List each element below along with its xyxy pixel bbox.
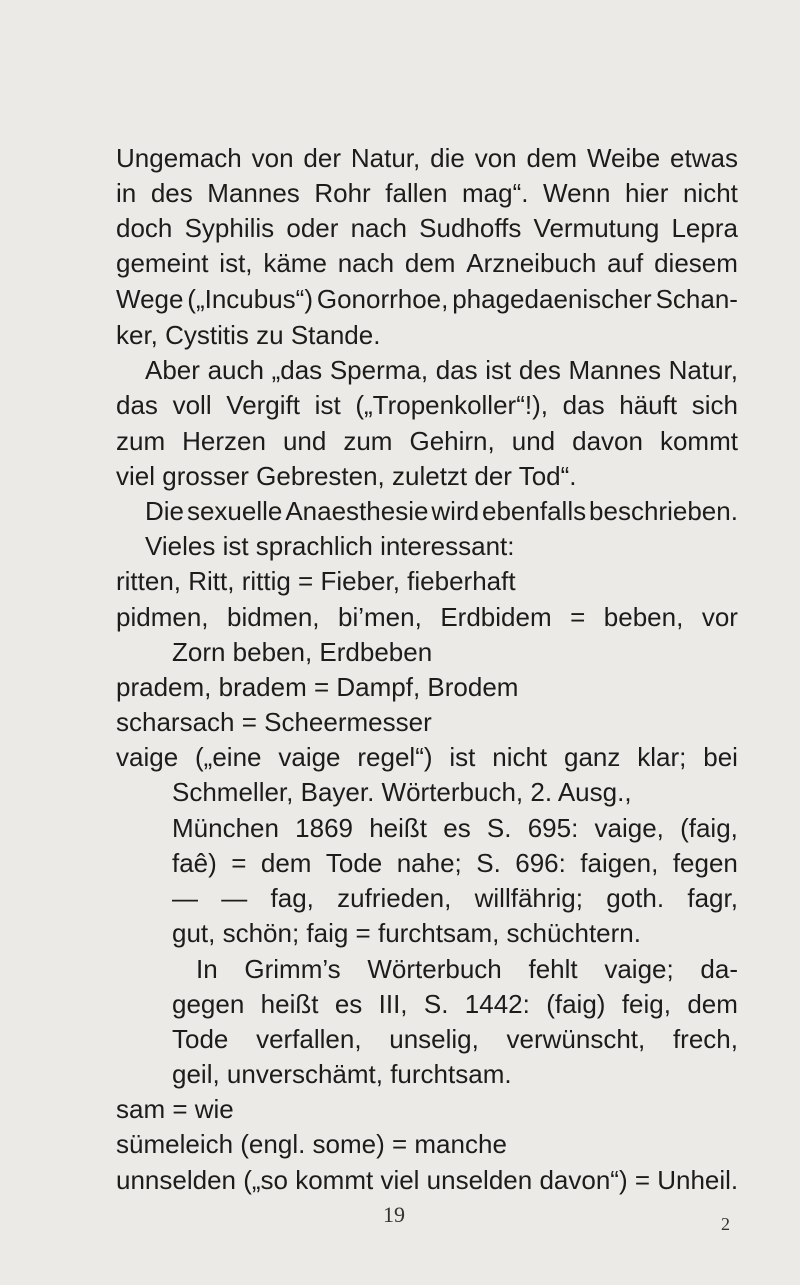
glossary-entry-continuation: In Grimm’s Wörterbuch fehlt vaige; da-	[196, 954, 738, 984]
glossary-entry-continuation: — — fag, zufrieden, willfährig; goth. fagr,	[172, 883, 738, 913]
glossary-entry: pradem, bradem = Dampf, Brodem	[116, 672, 519, 702]
glossary-entry-continuation: faê) = dem Tode nahe; S. 696: faigen, fegen	[172, 848, 738, 878]
glossary-entry-continuation: Tode verfallen, unselig, verwünscht, frech,	[172, 1024, 738, 1054]
glossary-entry: vaige („eine vaige regel“) ist nicht ganz klar; bei	[116, 742, 738, 772]
text-line: ker, Cystitis zu Stande.	[116, 320, 381, 350]
text-line: Aber auch „das Sperma, das ist des Mannes Natur,	[145, 355, 738, 385]
text-line: das voll Vergift ist („Tropenkoller“!), das häuft sich	[116, 390, 738, 420]
glossary-entry-continuation: Zorn beben, Erdbeben	[172, 637, 433, 667]
text-line: Die sexuelle Anaesthesie wird ebenfalls beschrieben.	[145, 496, 738, 526]
glossary-entry: sümeleich (engl. some) = manche	[116, 1129, 507, 1159]
text-line: gemeint ist, käme nach dem Arzneibuch auf diesem	[116, 248, 738, 278]
page-number: 19	[383, 1202, 405, 1227]
glossary-entry: sam = wie	[116, 1094, 234, 1124]
signature-mark: 2	[721, 1214, 730, 1234]
text-line: Vieles ist sprachlich interessant:	[145, 531, 515, 561]
glossary-entry-continuation: geil, unverschämt, furchtsam.	[172, 1059, 512, 1089]
text-line: zum Herzen und zum Gehirn, und davon kommt	[116, 426, 738, 456]
glossary-entry: pidmen, bidmen, bi’men, Erdbidem = beben, vor	[116, 602, 738, 632]
text-line: Ungemach von der Natur, die von dem Weibe etwas	[116, 143, 738, 173]
text-line: doch Syphilis oder nach Sudhoffs Vermutung Lepra	[116, 213, 738, 243]
glossary-entry: unnselden („so kommt viel unselden davon“) = Unheil.	[116, 1165, 739, 1195]
glossary-entry-continuation: gegen heißt es III, S. 1442: (faig) feig, dem	[172, 989, 738, 1019]
glossary-entry: ritten, Ritt, rittig = Fieber, fieberhaft	[116, 566, 516, 596]
glossary-entry: scharsach = Scheermesser	[116, 707, 432, 737]
text-line: in des Mannes Rohr fallen mag“. Wenn hier nicht	[116, 178, 738, 208]
text-line: Wege („Incubus“) Gonorrhoe, phagedaenischer Schan-	[116, 284, 738, 314]
glossary-entry-continuation: München 1869 heißt es S. 695: vaige, (faig,	[172, 813, 738, 843]
glossary-entry-continuation: gut, schön; faig = furchtsam, schüchtern.	[172, 918, 641, 948]
text-line: viel grosser Gebresten, zuletzt der Tod“.	[116, 461, 577, 491]
glossary-entry-continuation: Schmeller, Bayer. Wörterbuch, 2. Ausg.,	[172, 777, 632, 807]
